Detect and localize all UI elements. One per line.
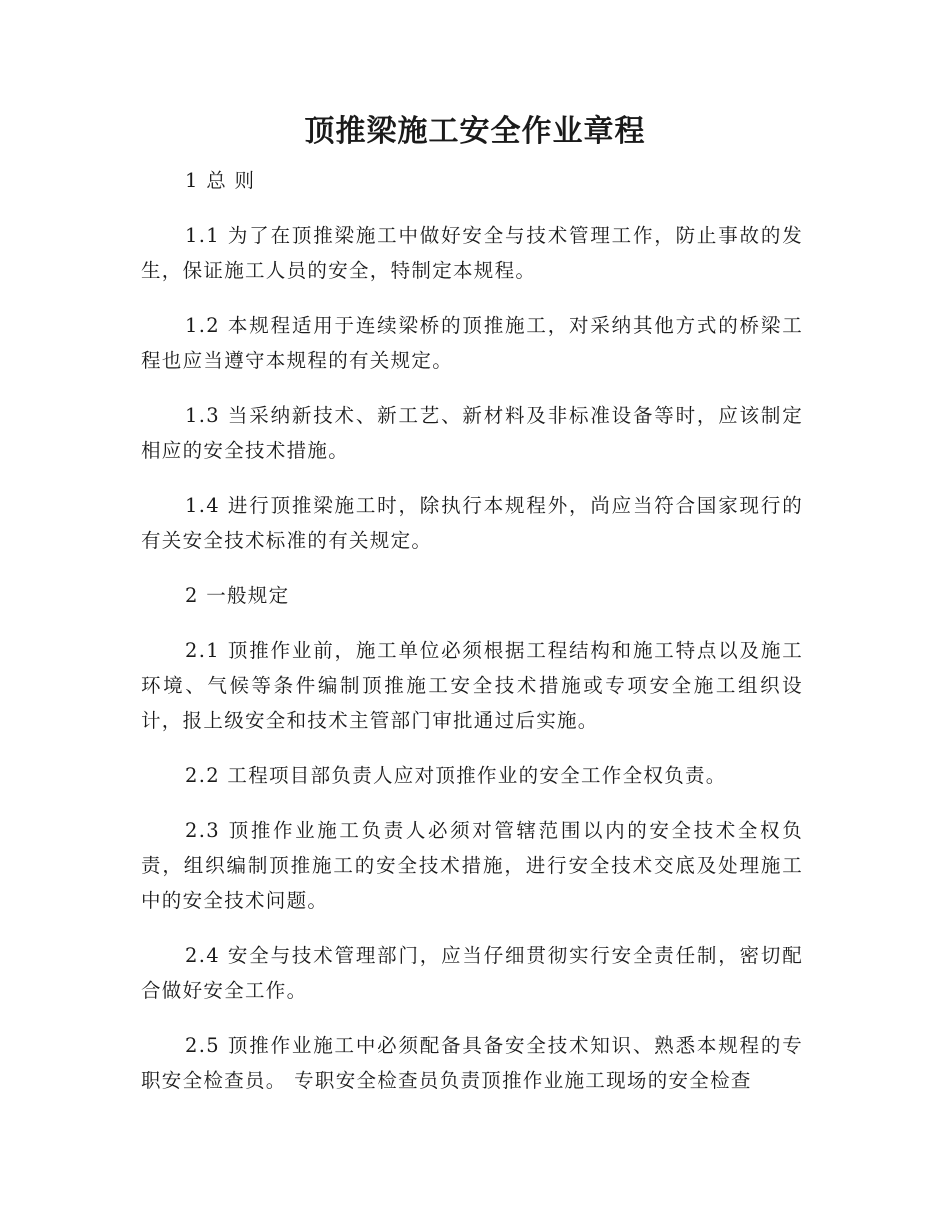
paragraph-2-4: 2.4 安全与技术管理部门，应当仔细贯彻实行安全责任制，密切配合做好安全工作。	[141, 944, 803, 1002]
paragraph-2-3: 2.3 顶推作业施工负责人必须对管辖范围以内的安全技术全权负责，组织编制顶推施工的安全技术措施，进行安全技术交底及处理施工中的安全技术问题。	[141, 819, 803, 912]
paragraph-1-4: 1.4 进行顶推梁施工时，除执行本规程外，尚应当符合国家现行的有关安全技术标准的有关规定。	[141, 494, 803, 552]
paragraph-1-2: 1.2 本规程适用于连续梁桥的顶推施工，对采纳其他方式的桥梁工程也应当遵守本规程的有关规定。	[141, 314, 803, 372]
section-heading-general-rules: 2 一般规定	[185, 584, 290, 607]
paragraph-2-1: 2.1 顶推作业前，施工单位必须根据工程结构和施工特点以及施工环境、气候等条件编制顶推施工安全技术措施或专项安全施工组织设计，报上级安全和技术主管部门审批通过后实施。	[141, 639, 803, 732]
paragraph-2-2: 2.2 工程项目部负责人应对顶推作业的安全工作全权负责。	[185, 764, 727, 787]
document-title: 顶推梁施工安全作业章程	[304, 114, 646, 149]
paragraph-1-1: 1.1 为了在顶推梁施工中做好安全与技术管理工作，防止事故的发生，保证施工人员的安全，特制定本规程。	[141, 224, 803, 282]
section-heading-general: 1 总 则	[185, 169, 256, 192]
paragraph-2-5: 2.5 顶推作业施工中必须配备具备安全技术知识、熟悉本规程的专职安全检查员。 专职安全检查员负责顶推作业施工现场的安全检查	[141, 1034, 803, 1092]
document-body	[141, 163, 803, 1118]
paragraph-1-3: 1.3 当采纳新技术、新工艺、新材料及非标准设备等时，应该制定相应的安全技术措施。	[141, 404, 803, 462]
